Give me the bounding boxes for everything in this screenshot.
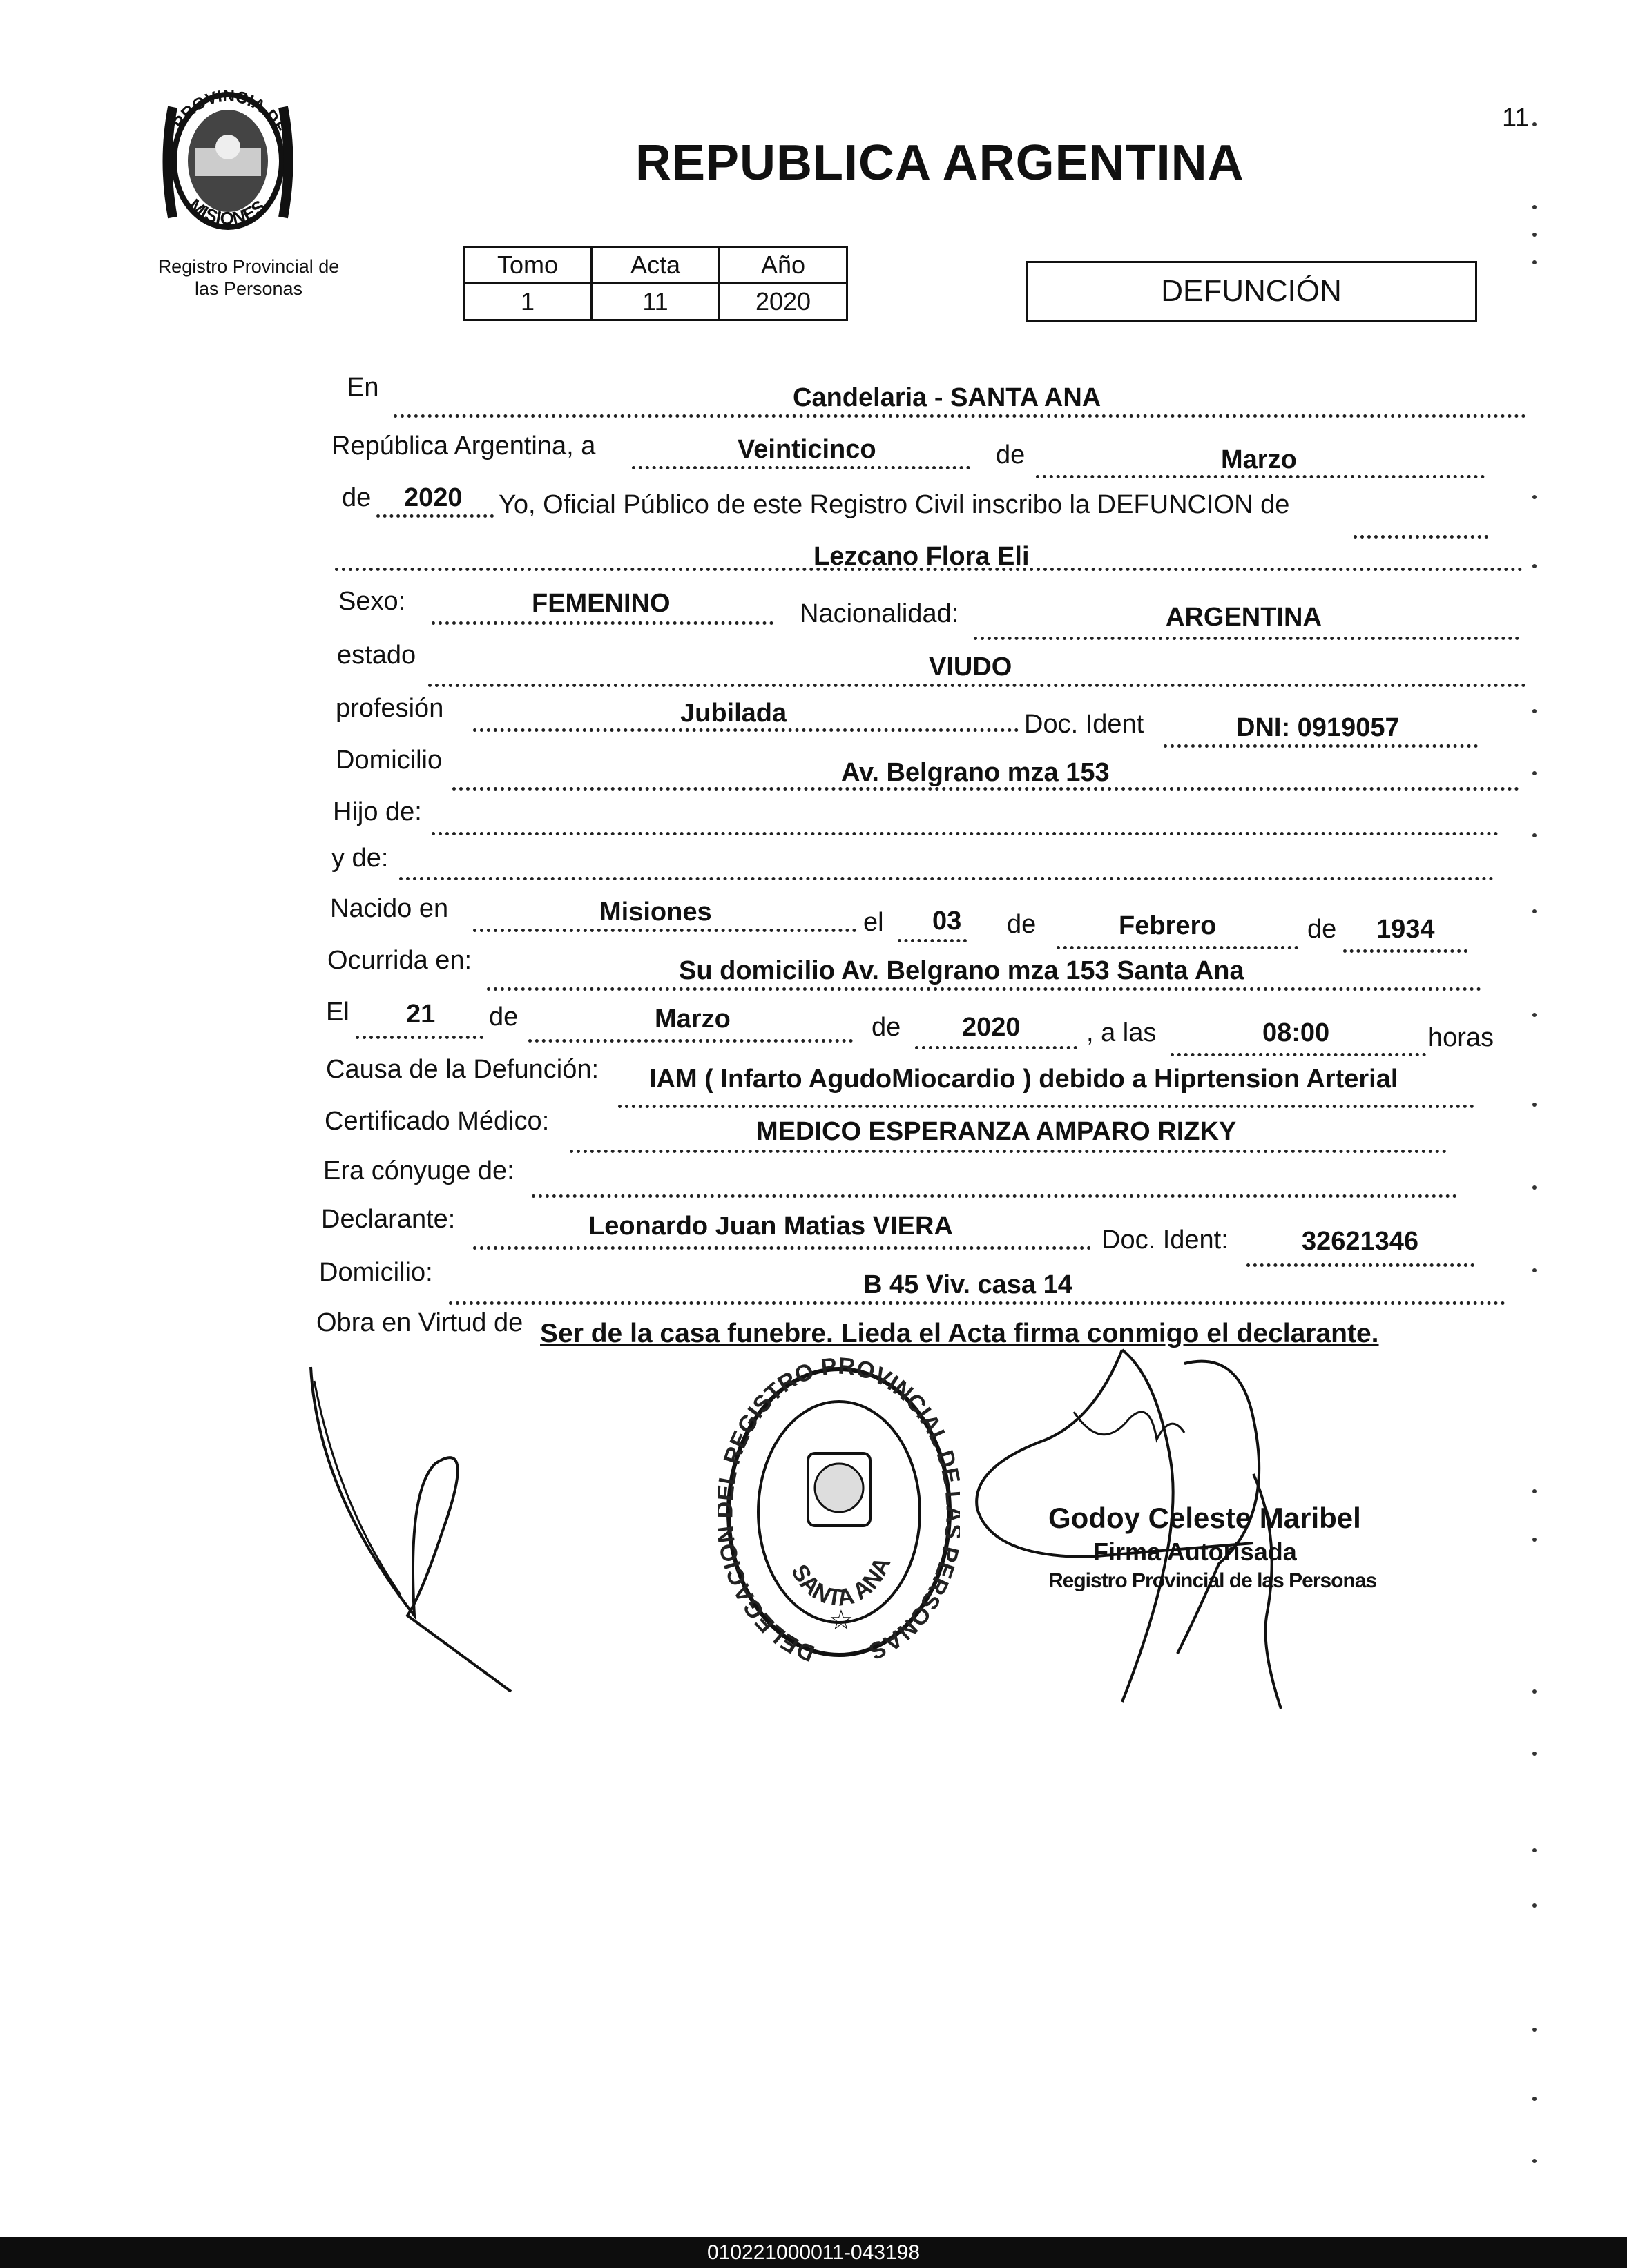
dotted-line bbox=[487, 987, 1481, 991]
dotted-line bbox=[898, 939, 967, 942]
registry-line-1: Registro Provincial de bbox=[157, 256, 340, 277]
dotted-line bbox=[915, 1046, 1077, 1049]
label-yo: Yo, Oficial Público de este Registro Civil inscribo la DEFUNCION de bbox=[499, 490, 1290, 519]
signatory-title: Firma Autorisada bbox=[1093, 1538, 1297, 1566]
dotted-line bbox=[618, 1105, 1474, 1108]
document-type-box bbox=[1026, 261, 1477, 322]
death-month-value: Marzo bbox=[655, 1005, 731, 1034]
dotted-line bbox=[399, 877, 1494, 880]
declarant-name-value: Leonardo Juan Matias VIERA bbox=[588, 1212, 953, 1241]
label-de: de bbox=[996, 440, 1026, 469]
label-domicilio: Domicilio bbox=[336, 746, 443, 775]
acta-value: 11 bbox=[592, 284, 720, 320]
signatory-office: Registro Provincial de las Personas bbox=[1048, 1569, 1377, 1592]
place-value: Candelaria - SANTA ANA bbox=[793, 383, 1101, 412]
dotted-line bbox=[1036, 475, 1485, 478]
label-nacionalidad: Nacionalidad: bbox=[800, 599, 959, 628]
reference-header-row bbox=[464, 247, 847, 284]
dotted-line bbox=[532, 1194, 1457, 1198]
label-sexo: Sexo: bbox=[338, 587, 406, 616]
barcode-footer bbox=[0, 2237, 1627, 2268]
seal-bottom-text: MISIONES bbox=[184, 194, 270, 229]
svg-text:☆: ☆ bbox=[829, 1605, 854, 1636]
anio-value: 2020 bbox=[720, 284, 847, 320]
label-el: El bbox=[326, 998, 349, 1027]
dotted-line bbox=[449, 1301, 1505, 1305]
dotted-line bbox=[1354, 535, 1488, 539]
reference-value-row bbox=[464, 284, 847, 320]
delegation-stamp bbox=[718, 1357, 960, 1674]
death-day-value: 21 bbox=[406, 1000, 436, 1029]
label-republica: República Argentina, a bbox=[331, 432, 596, 461]
birth-year-value: 1934 bbox=[1376, 915, 1435, 944]
dotted-line bbox=[1246, 1263, 1474, 1267]
label-obra: Obra en Virtud de bbox=[316, 1308, 523, 1337]
label-ocurrida-en: Ocurrida en: bbox=[327, 946, 472, 975]
label-y-de: y de: bbox=[331, 844, 389, 873]
seal-top-text: PROVINCIA DE bbox=[169, 86, 290, 137]
marital-status-value: VIUDO bbox=[929, 652, 1012, 681]
dotted-line bbox=[528, 1039, 853, 1043]
registry-line-2: las Personas bbox=[194, 278, 303, 299]
label-certificado: Certificado Médico: bbox=[325, 1107, 550, 1136]
dotted-line bbox=[376, 514, 494, 518]
signature-block bbox=[1048, 1502, 1435, 1593]
label-causa: Causa de la Defunción: bbox=[326, 1055, 599, 1084]
dotted-line bbox=[632, 466, 970, 469]
label-a-las: , a las bbox=[1086, 1018, 1157, 1047]
reason-value: Ser de la casa funebre. Lieda el Acta firma conmigo el declarante. bbox=[540, 1319, 1379, 1348]
dotted-line bbox=[432, 832, 1499, 835]
dotted-line bbox=[1057, 946, 1298, 949]
document-value: DNI: 0919057 bbox=[1236, 713, 1400, 742]
profession-value: Jubilada bbox=[680, 699, 787, 728]
barcode-text: 010221000011-043198 bbox=[706, 2241, 921, 2264]
death-time-value: 08:00 bbox=[1262, 1018, 1330, 1047]
medical-certificate-value: MEDICO ESPERANZA AMPARO RIZKY bbox=[756, 1117, 1237, 1146]
dotted-line bbox=[1164, 744, 1478, 748]
deceased-name: Lezcano Flora Eli bbox=[814, 542, 1030, 571]
dotted-line bbox=[356, 1036, 483, 1039]
label-de: de bbox=[1307, 915, 1337, 944]
dotted-line bbox=[570, 1150, 1447, 1153]
acta-header: Acta bbox=[592, 247, 720, 284]
label-en: En bbox=[347, 373, 379, 402]
declarant-address-value: B 45 Viv. casa 14 bbox=[863, 1270, 1072, 1299]
stamp-inner-text: SANTA ANA bbox=[786, 1553, 896, 1611]
label-nacido-en: Nacido en bbox=[330, 894, 449, 923]
label-declarante: Declarante: bbox=[321, 1205, 456, 1234]
birth-month-value: Febrero bbox=[1119, 911, 1217, 940]
stamp-outer-text: DELEGACI REGISTRO PROVINCIAL D ERSONAS bbox=[718, 1357, 960, 1667]
declarant-document-value: 32621346 bbox=[1302, 1227, 1419, 1256]
reference-table bbox=[463, 246, 848, 321]
label-el: el bbox=[863, 908, 884, 937]
birthplace-value: Misiones bbox=[599, 898, 712, 927]
tomo-value: 1 bbox=[464, 284, 592, 320]
label-estado: estado bbox=[337, 641, 416, 670]
scan-margin-marks bbox=[1519, 83, 1547, 2223]
birth-day-value: 03 bbox=[932, 907, 962, 936]
address-value: Av. Belgrano mza 153 bbox=[841, 758, 1110, 787]
dotted-line bbox=[432, 621, 773, 625]
dotted-line bbox=[428, 684, 1526, 687]
label-conyuge: Era cónyuge de: bbox=[323, 1156, 514, 1185]
place-of-death-value: Su domicilio Av. Belgrano mza 153 Santa Ana bbox=[679, 956, 1244, 985]
document-type: DEFUNCIÓN bbox=[1161, 274, 1342, 308]
sex-value: FEMENINO bbox=[532, 589, 671, 618]
label-domicilio: Domicilio: bbox=[319, 1258, 433, 1287]
provincial-seal bbox=[152, 79, 304, 238]
svg-text:SANTA ANA bbox=[786, 1553, 896, 1611]
dotted-line bbox=[974, 637, 1519, 640]
day-text-value: Veinticinco bbox=[738, 435, 876, 464]
registry-name bbox=[110, 255, 387, 300]
country-title: REPUBLICA ARGENTINA bbox=[635, 135, 1244, 191]
dotted-line bbox=[473, 929, 856, 932]
label-de: de bbox=[342, 483, 372, 512]
nationality-value: ARGENTINA bbox=[1166, 603, 1322, 632]
signatory-name: Godoy Celeste Maribel bbox=[1048, 1502, 1361, 1534]
label-hijo-de: Hijo de: bbox=[333, 797, 422, 826]
page-number: 11 bbox=[1502, 104, 1530, 133]
declarant-signature bbox=[297, 1353, 532, 1698]
dotted-line bbox=[1343, 949, 1467, 953]
dotted-line bbox=[473, 728, 1019, 732]
dotted-line bbox=[1171, 1053, 1426, 1056]
label-de: de bbox=[872, 1013, 901, 1042]
cause-of-death-value: IAM ( Infarto AgudoMiocardio ) debido a Hiprtension Arterial bbox=[649, 1065, 1398, 1094]
month-value: Marzo bbox=[1221, 445, 1297, 474]
label-de: de bbox=[1007, 910, 1037, 939]
label-doc-ident: Doc. Ident: bbox=[1101, 1225, 1229, 1254]
label-de: de bbox=[489, 1002, 519, 1031]
label-doc-ident: Doc. Ident bbox=[1024, 710, 1144, 739]
tomo-header: Tomo bbox=[464, 247, 592, 284]
label-profesion: profesión bbox=[336, 694, 444, 723]
label-horas: horas bbox=[1428, 1023, 1494, 1052]
dotted-line bbox=[394, 414, 1526, 418]
anio-header: Año bbox=[720, 247, 847, 284]
death-year-value: 2020 bbox=[962, 1013, 1021, 1042]
dotted-line bbox=[473, 1246, 1091, 1250]
year-value: 2020 bbox=[404, 483, 463, 512]
